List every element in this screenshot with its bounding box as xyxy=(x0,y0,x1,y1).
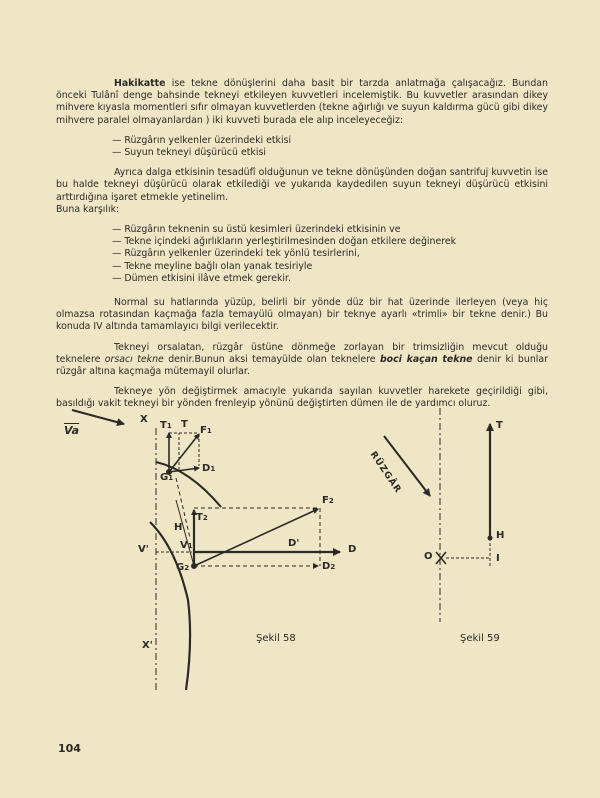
point-g2 xyxy=(192,564,197,569)
wind-arrow xyxy=(72,410,124,424)
list-item: — Rüzgârın teknenin su üstü kesimleri üzerindeki etkisinin ve xyxy=(112,224,548,236)
paragraph-2b: Buna karşılık: xyxy=(56,203,120,215)
label-i: I xyxy=(496,553,500,564)
point-h xyxy=(488,536,493,541)
label-va: $\overline{Va}$ xyxy=(64,424,80,437)
label-x: X xyxy=(140,414,148,425)
label-h: H xyxy=(496,530,505,541)
label-t: T xyxy=(496,420,503,431)
list-item: — Tekne içindeki ağırlıkların yerleştirilmesinden doğan etkilere değinerek xyxy=(112,236,548,248)
paragraph-3: Normal su hatlarında yüzüp, belirli bir yönde düz bir hat üzerinde ilerleyen (veya hiç olmazsa rotasından kaçmağa fazla temayülü olmayan) bir teknye ayarlı «trimli» bir tekne denir.) Bu konuda IV altında tamamlayıcı bilgi verilecektir. xyxy=(56,297,548,333)
link-line xyxy=(176,500,194,566)
paragraph-5: Tekneye yön değiştirmek amacıyle yukarıda sayılan kuvvetler harekete geçirildiği gibi, basıldığı vakit tekneyi bir yönden frenleyip yönünü değiştirten dümen ile de yardımcı oluruz. xyxy=(56,386,548,410)
label-x-prime: X' xyxy=(142,640,153,651)
term-boci-kacan-tekne: boci kaçan tekne xyxy=(379,353,473,365)
caption-figure-59: Şekil 59 xyxy=(460,633,500,644)
f1-vector xyxy=(169,434,199,472)
caption-figure-58: Şekil 58 xyxy=(256,633,296,644)
keyword-hakikatte: Hakikatte xyxy=(114,78,166,89)
label-f2: F2 xyxy=(322,495,334,506)
paragraph-2: Ayrıca dalga etkisinin tesadüfî olduğunun ve tekne dönüşünden doğan santrifuj kuvvetin ise bu halde tekneyi düşürücü olarak etkilediği ve yukarıda kaydedilen suyun tekneyi düşürücü etkisini arttırdığına işaret etmekle yetinelim. xyxy=(56,167,548,203)
f2-vector xyxy=(194,509,318,566)
figure-59-lines xyxy=(384,408,490,622)
page-number: 104 xyxy=(58,742,81,755)
label-d-prime: D' xyxy=(288,538,300,549)
list-item: — Rüzgârın yelkenler üzerindeki tek yönlü tesirlerini, xyxy=(112,248,548,260)
label-d2: D2 xyxy=(322,561,336,572)
label-h: H xyxy=(174,522,183,533)
paragraph-4-text-a: Tekneyi orsalatan, rüzgâr üstüne dönmeğe zorlayan bir trimsizliğin mevcut olduğu teknelere xyxy=(56,341,548,365)
label-v-prime: V' xyxy=(138,544,149,555)
list-item: — Dümen etkisini ilâve etmek gerekir. xyxy=(112,273,548,285)
list-item: — Suyun tekneyi düşürücü etkisi xyxy=(112,147,548,159)
term-orsaci-tekne: orsacı tekne xyxy=(104,353,164,365)
paragraph-4-text-b: denir.Bunun aksi temayülde olan teknelere xyxy=(163,353,380,365)
label-v1: V1 xyxy=(180,540,193,551)
paragraph-4-text-c: denir ki bunlar rüzgâr altına kaçmağa mütemayil olurlar. xyxy=(56,353,548,378)
list-item: — Tekne meyline bağlı olan yanak tesiriyle xyxy=(112,261,548,273)
label-ruzgar: RÜZGÂR xyxy=(367,450,403,496)
label-o: O xyxy=(424,551,433,562)
label-f1: F1 xyxy=(200,425,212,436)
label-d1: D1 xyxy=(202,463,216,474)
paragraph-1-text: ise tekne dönüşlerini daha basit bir tarzda anlatmağa çalışacağız. Bundan önceki Tulânî denge bahsinde tekneyi etkileyen kuvvetleri incelemiştik. Bu kuvvetler arasından dikey mihvere kıyasla momentleri sıfır olmayan kuvvetlerden (tekne ağırlığı ve suyun kaldırma gücü gibi dikey mihvere paralel olmayanlardan ) iki kuvveti burada ele alıp inceleyeceğiz: xyxy=(56,78,548,126)
label-t2: T2 xyxy=(196,512,208,523)
label-g2: G2 xyxy=(176,562,190,573)
label-t: T xyxy=(181,419,188,430)
label-d: D xyxy=(348,544,357,555)
figure-58-lines xyxy=(72,410,340,690)
label-t1: T1 xyxy=(160,420,172,431)
label-g1: G1 xyxy=(160,472,174,483)
list-item: — Rüzgârın yelkenler üzerindeki etkisi xyxy=(112,135,548,147)
